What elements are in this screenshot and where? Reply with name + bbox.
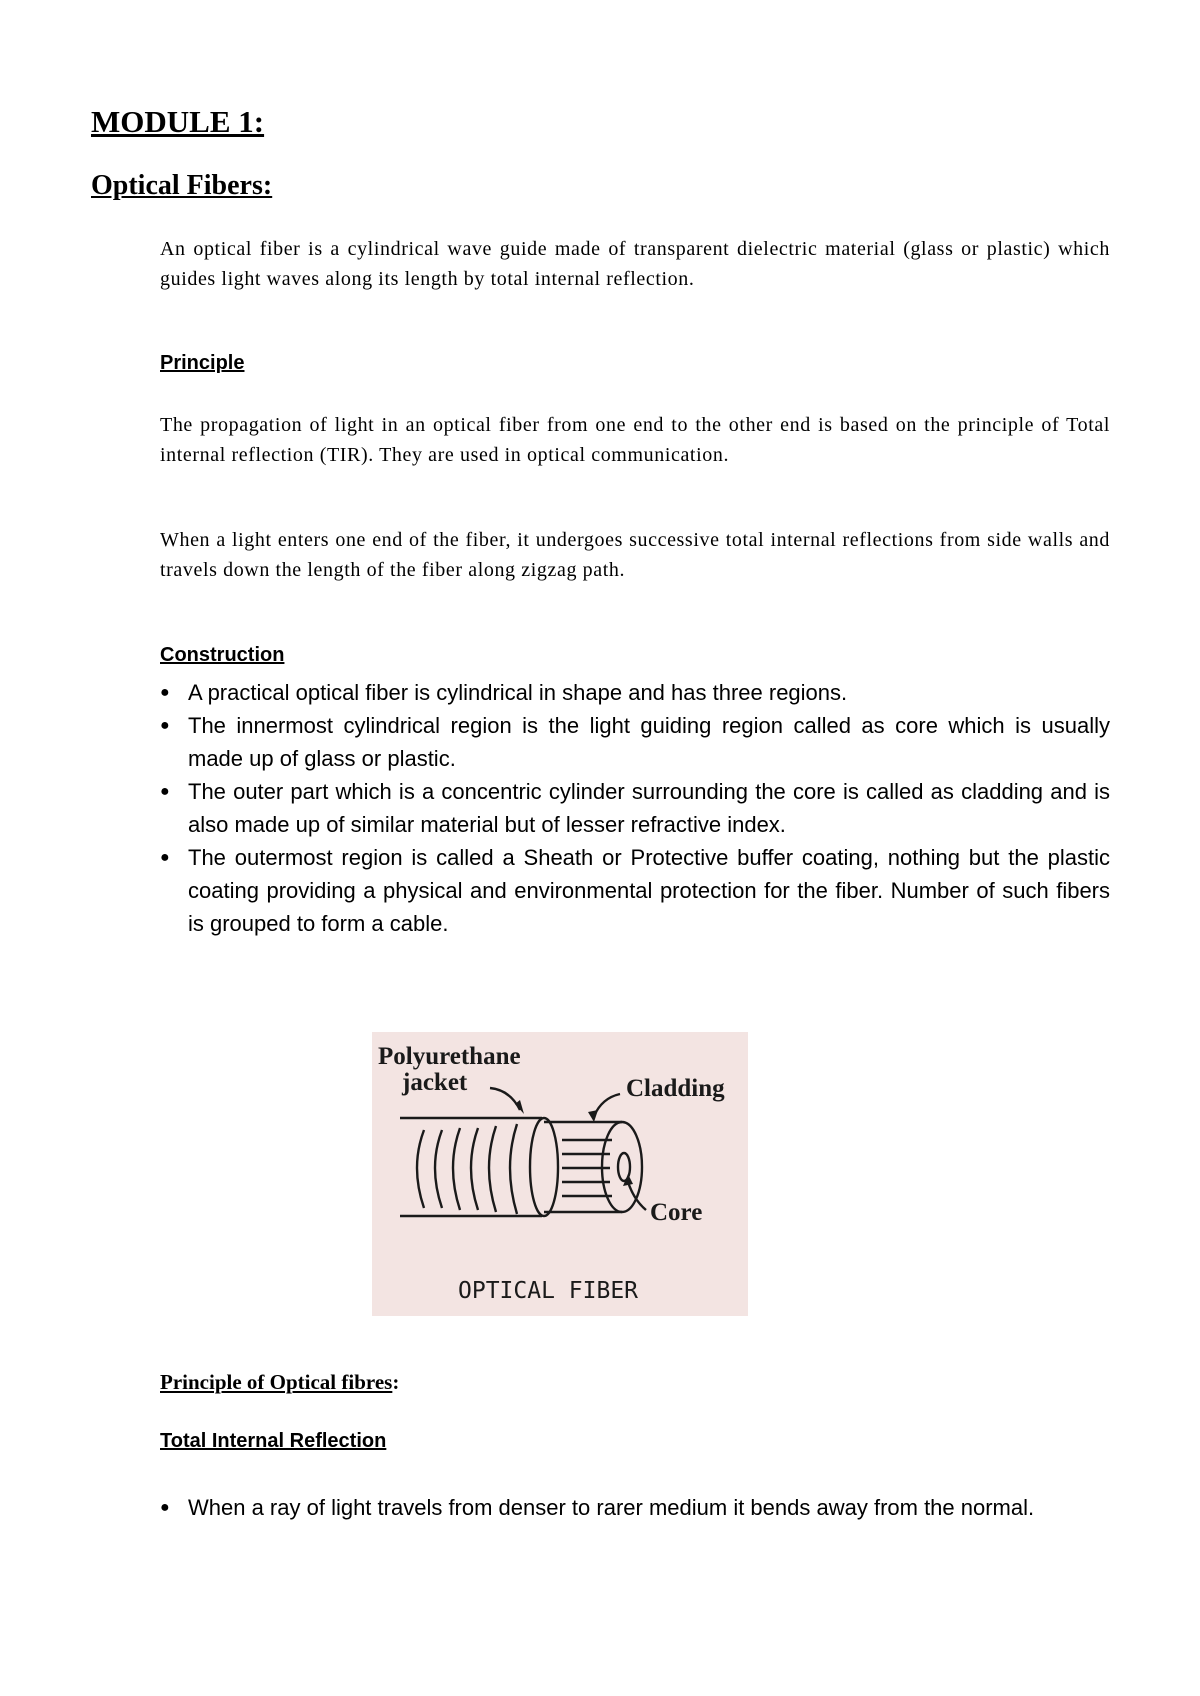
label-cladding: Cladding — [626, 1075, 725, 1102]
construction-heading: Construction — [160, 644, 285, 666]
label-polyurethane: Polyurethane — [378, 1043, 521, 1070]
jacket-end — [530, 1118, 558, 1216]
jacket-ring — [510, 1124, 517, 1214]
jacket-ring — [435, 1130, 442, 1208]
tir-heading: Total Internal Reflection — [160, 1430, 387, 1452]
bullet-icon: ● — [160, 783, 170, 800]
cladding-leader — [594, 1094, 620, 1116]
bullet-icon: ● — [160, 717, 170, 734]
optical-fiber-diagram — [372, 1032, 748, 1316]
jacket-ring — [417, 1130, 424, 1208]
list-item-text: The outer part which is a concentric cylinder surrounding the core is called as cladding and is also made up of similar material but of lesser refractive index. — [188, 779, 1110, 837]
bullet-icon: ● — [160, 684, 170, 701]
cladding-arrowhead — [588, 1110, 598, 1122]
jacket-ring — [489, 1126, 496, 1212]
list-item — [160, 709, 1110, 775]
principle-heading: Principle — [160, 352, 245, 374]
label-core: Core — [650, 1199, 703, 1226]
list-item — [160, 1491, 1110, 1524]
principle-paragraph-2: When a light enters one end of the fiber, it undergoes successive total internal reflections from side walls and travels down the length of the fiber along zigzag path. — [160, 529, 1110, 581]
list-item-text: A practical optical fiber is cylindrical in shape and has three regions. — [188, 680, 848, 705]
tir-list — [160, 1491, 1110, 1524]
jacket-leader — [490, 1088, 520, 1110]
list-item — [160, 676, 1110, 709]
construction-list — [160, 676, 1110, 940]
optical-fiber-figure — [372, 1032, 748, 1316]
list-item-text: The outermost region is called a Sheath or Protective buffer coating, nothing but the plastic coating providing a physical and environmental protection for the fiber. Number of such fibers is grouped to form a cable. — [188, 845, 1110, 936]
list-item-text: When a ray of light travels from denser to rarer medium it bends away from the normal. — [188, 1495, 1035, 1520]
heading-colon: : — [392, 1370, 400, 1394]
list-item — [160, 775, 1110, 841]
principle-of-fibres-heading — [160, 1370, 399, 1395]
list-item — [160, 841, 1110, 940]
principle-paragraph-1: The propagation of light in an optical fiber from one end to the other end is based on the principle of Total internal reflection (TIR). They are used in optical communication. — [160, 414, 1110, 466]
bullet-icon: ● — [160, 1499, 170, 1516]
jacket-ring — [471, 1128, 478, 1210]
module-heading: MODULE 1: — [91, 104, 265, 139]
label-jacket: jacket — [402, 1069, 468, 1096]
principle-of-fibres-heading-text: Principle of Optical fibres — [160, 1370, 393, 1394]
definition-paragraph: An optical fiber is a cylindrical wave guide made of transparent dielectric material (glass or plastic) which guides light waves along its length by total internal reflection. — [160, 238, 1110, 290]
list-item-text: The innermost cylindrical region is the light guiding region called as core which is usually made up of glass or plastic. — [188, 713, 1110, 771]
jacket-ring — [453, 1128, 460, 1210]
topic-heading: Optical Fibers: — [91, 170, 273, 201]
bullet-icon: ● — [160, 849, 170, 866]
figure-caption: OPTICAL FIBER — [458, 1278, 639, 1304]
